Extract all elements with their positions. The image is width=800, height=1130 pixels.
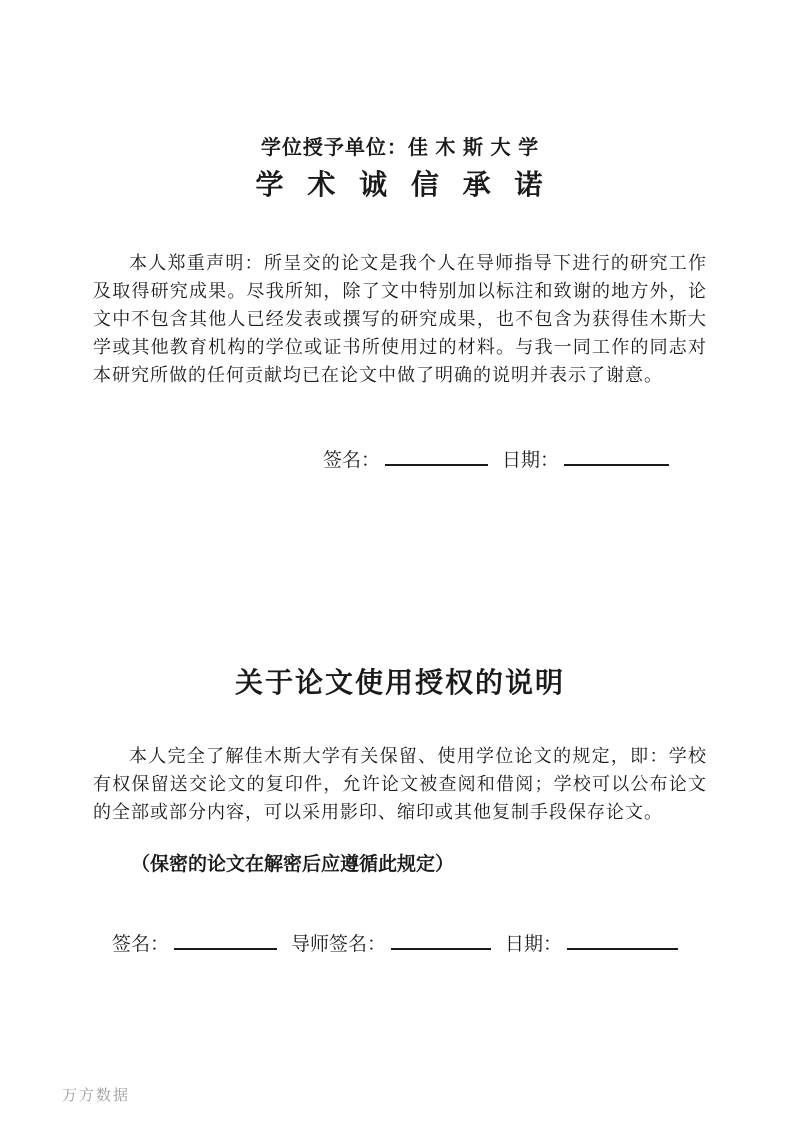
date-label: 日期：: [502, 450, 560, 471]
confidentiality-note: （保密的论文在解密后应遵循此规定）: [131, 854, 455, 875]
integrity-signature-row: [323, 445, 669, 472]
signature-label: 签名：: [112, 934, 170, 955]
authorization-statement-title: 关于论文使用授权的说明: [234, 667, 565, 698]
signature-label: 签名：: [323, 450, 381, 471]
signature-blank-line: [174, 935, 277, 950]
authorization-paragraph: 本人完全了解佳木斯大学有关保留、使用学位论文的规定，即：学校有权保留送交论文的复印件，允许论文被查阅和借阅；学校可以公布论文的全部或部分内容，可以采用影印、缩印或其他复制手段保存论文。: [93, 746, 707, 822]
signature-blank-line: [385, 451, 488, 466]
advisor-signature-blank-line: [391, 935, 491, 950]
integrity-declaration-paragraph: 本人郑重声明：所呈交的论文是我个人在导师指导下进行的研究工作及取得研究成果。尽我所知，除了文中特别加以标注和致谢的地方外，论文中不包含其他人已经发表或撰写的研究成果，也不包含为获得佳木斯大学或其他教育机构的学位或证书所使用过的材料。与我一同工作的同志对本研究所做的任何贡献均已在论文中做了明确的说明并表示了谢意。: [93, 253, 707, 385]
date-label: 日期：: [505, 934, 563, 955]
authorization-signature-row: [112, 929, 678, 956]
date-blank-line: [564, 451, 669, 466]
wanfang-data-watermark: 万方数据: [62, 1087, 131, 1104]
advisor-signature-label: 导师签名：: [291, 934, 387, 955]
degree-grantor-line: 学位授予单位：佳 木 斯 大 学: [260, 137, 540, 159]
date-blank-line: [567, 935, 678, 950]
integrity-commitment-title: 学 术 诚 信 承 诺: [255, 169, 545, 200]
